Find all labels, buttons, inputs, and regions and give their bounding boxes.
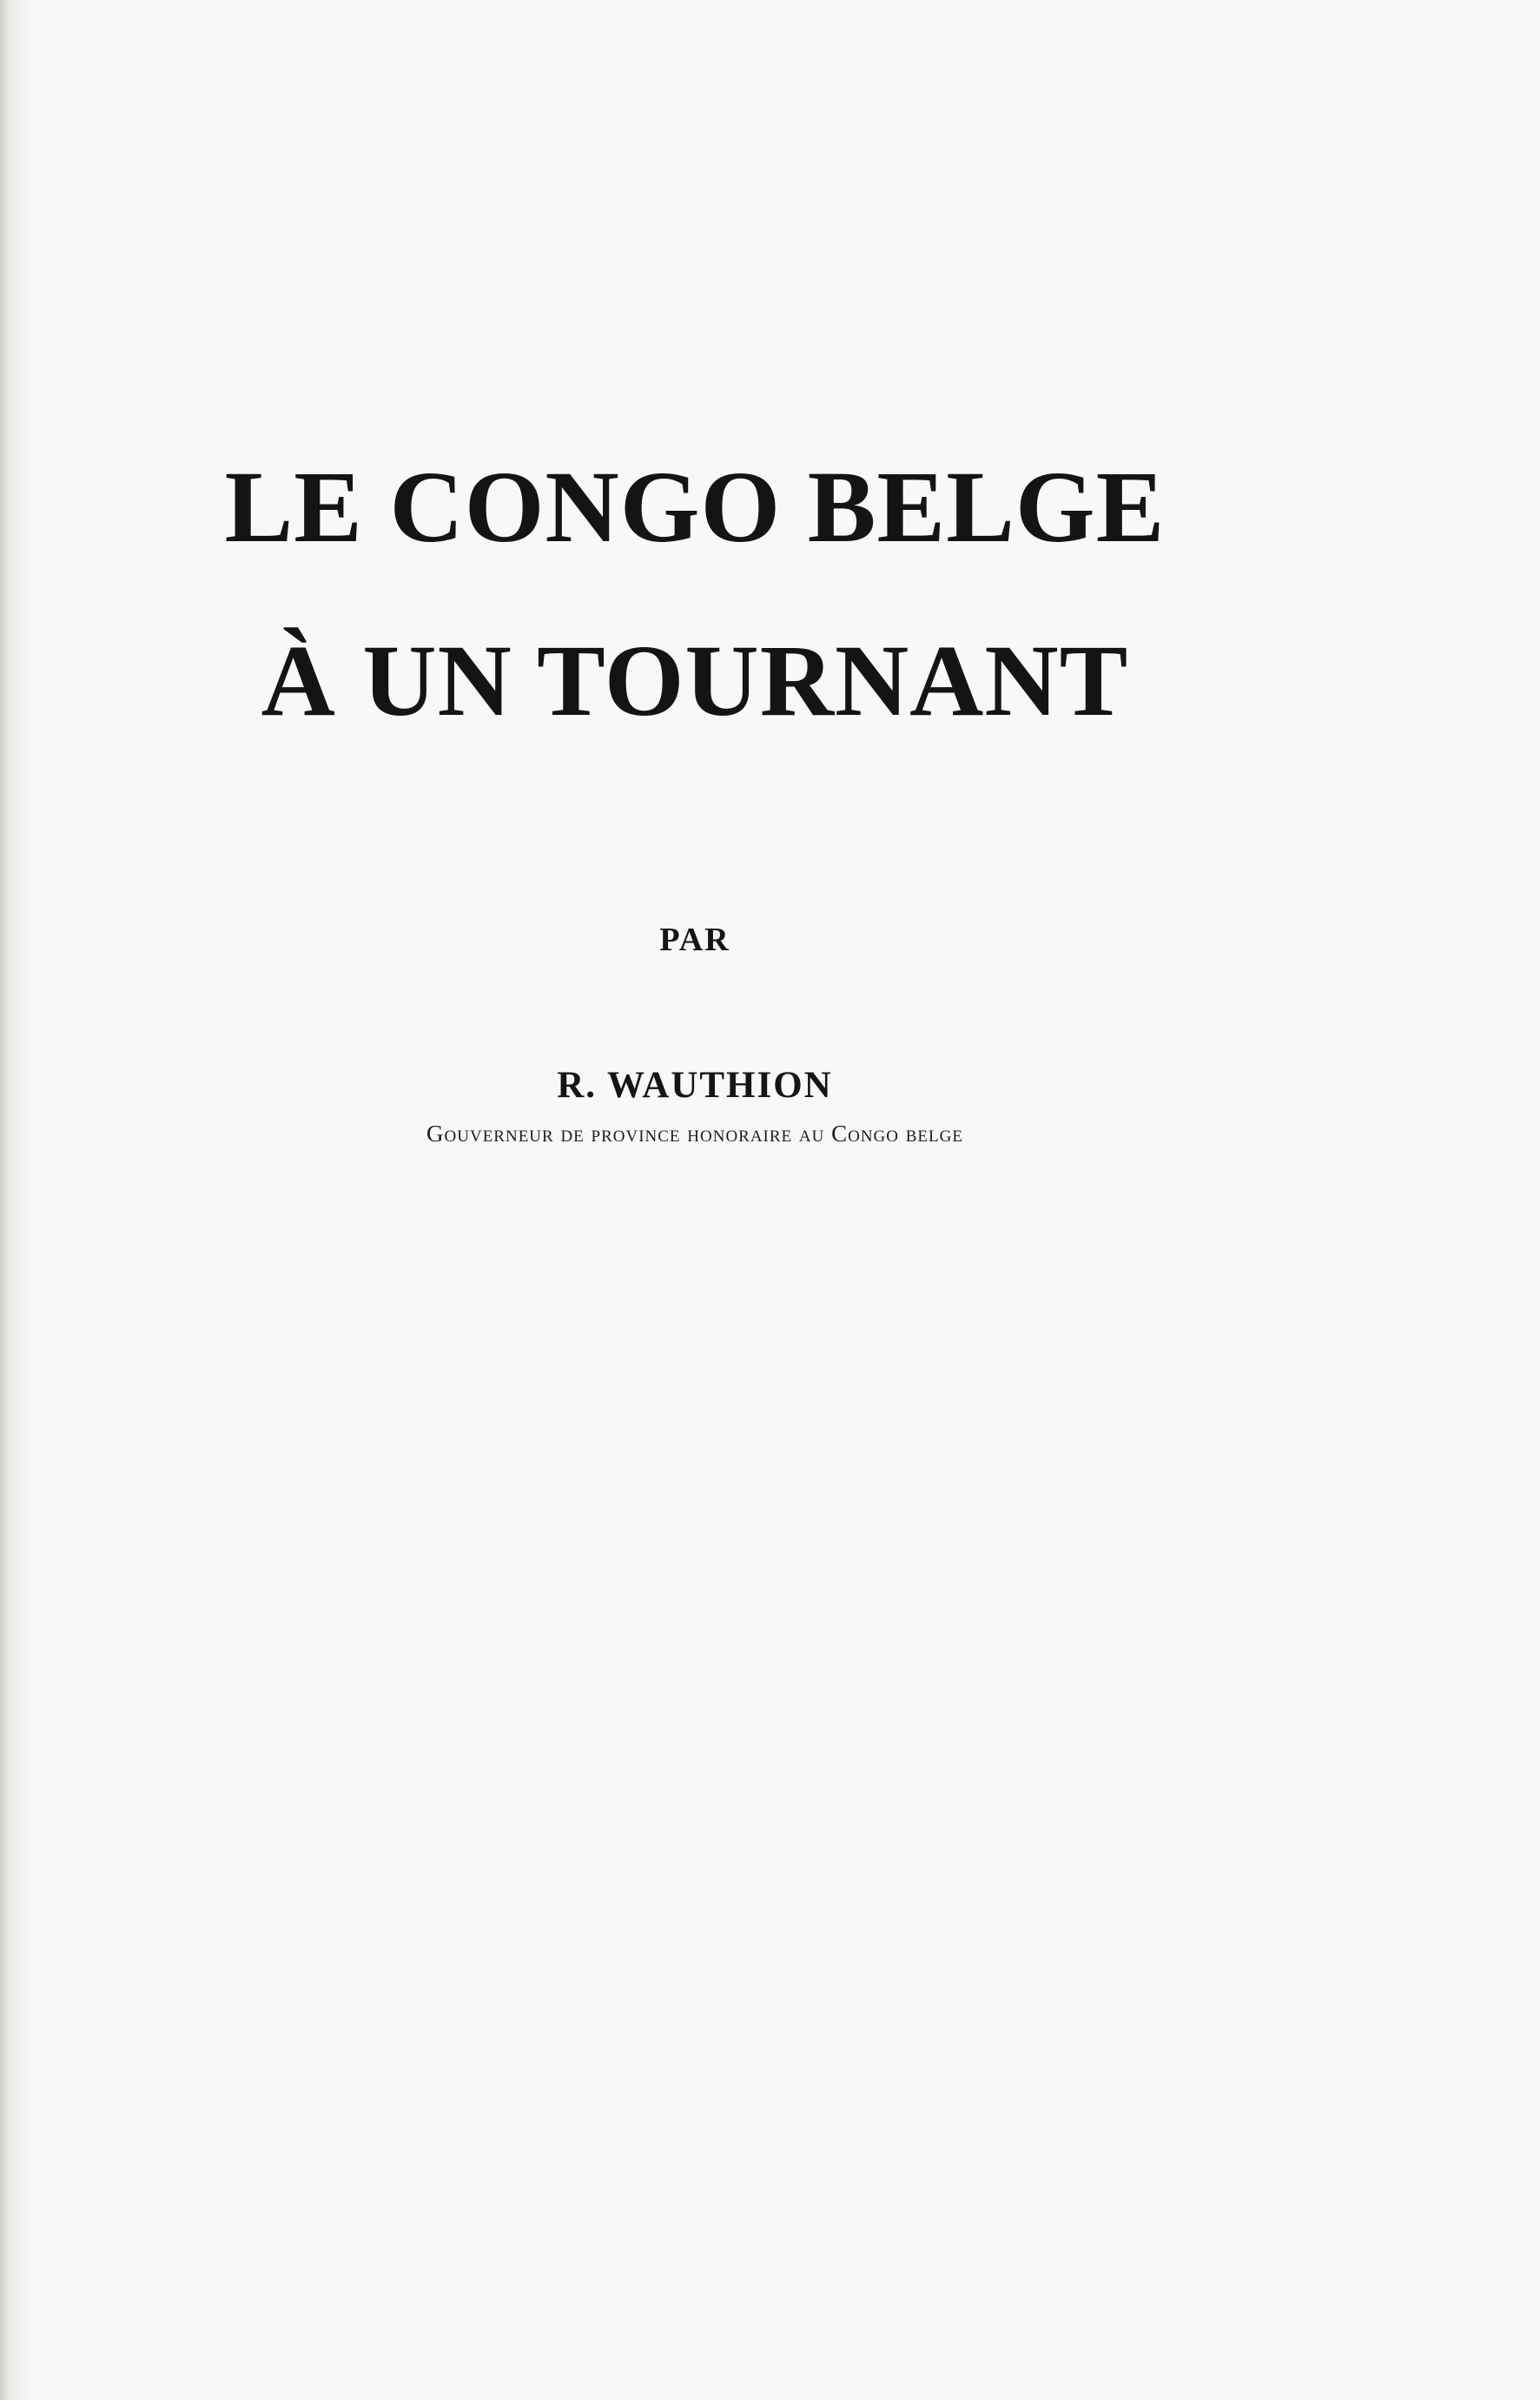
author-role: Gouverneur de province honoraire au Congo belge <box>426 1121 963 1147</box>
by-label: PAR <box>659 922 730 958</box>
title-line-2: À UN TOURNANT <box>261 624 1129 737</box>
author-name: R. WAUTHION <box>557 1065 833 1106</box>
page-left-edge-shadow <box>0 0 30 2400</box>
title-line-1: LE CONGO BELGE <box>224 450 1166 564</box>
